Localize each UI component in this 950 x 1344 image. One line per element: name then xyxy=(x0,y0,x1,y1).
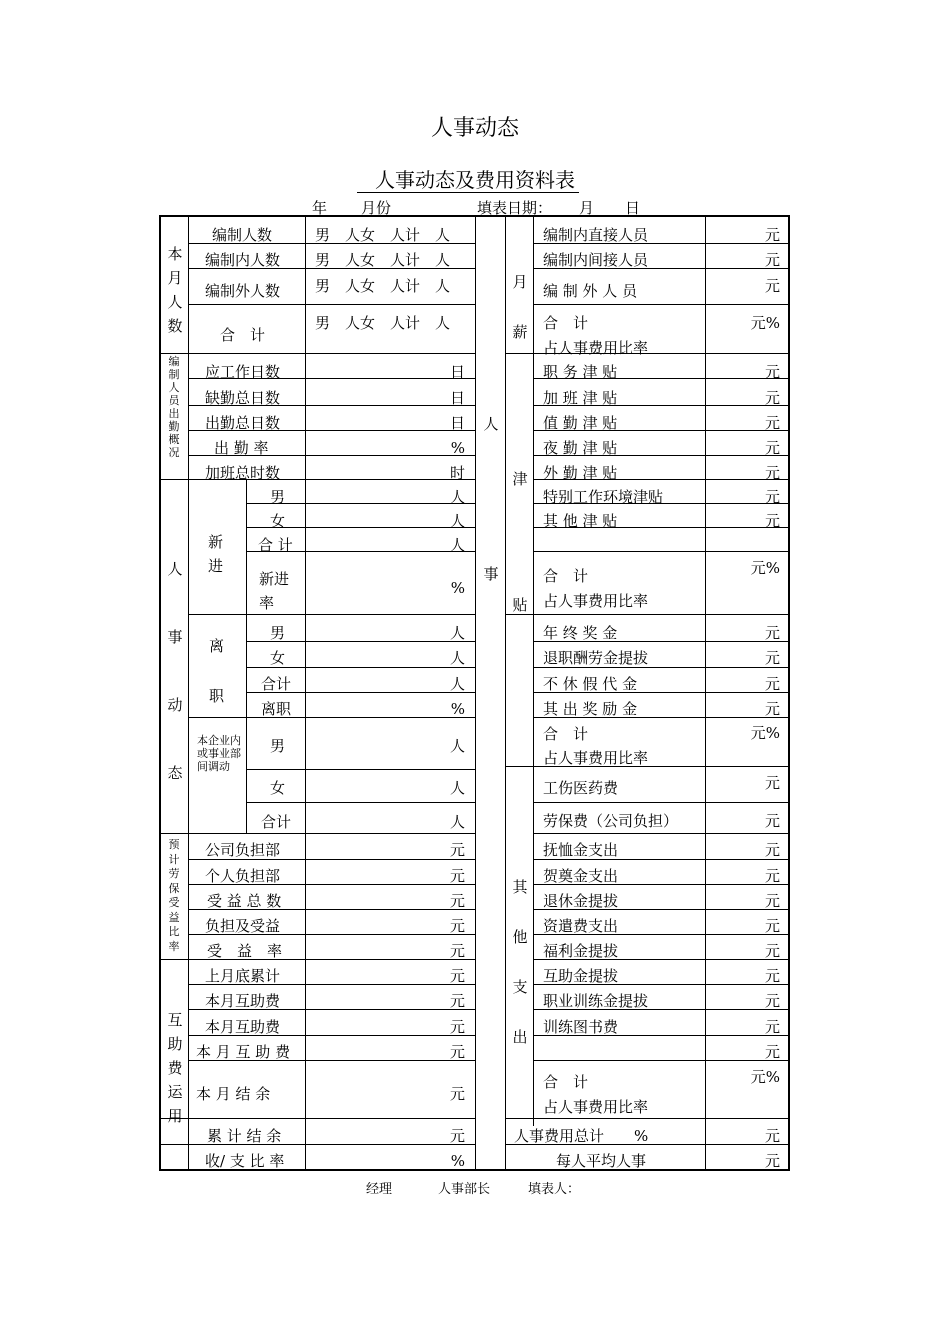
new-rate-label: 新进率 xyxy=(259,570,290,612)
unit-yuan-pct-r1: 元% xyxy=(750,314,780,332)
unit-yuan-r26: 元 xyxy=(764,1127,780,1145)
bonus-year-end: 年 终 奖 金 xyxy=(543,624,618,642)
unit-yuan-r3: 元 xyxy=(764,277,780,295)
allowance-position: 职 务 津 贴 xyxy=(543,363,618,381)
section-label-other-expense: 其他支出 xyxy=(512,878,528,1046)
other-pension: 抚恤金支出 xyxy=(543,841,619,859)
transfer-male: 男 xyxy=(270,737,286,755)
allowance-night: 夜 勤 津 贴 xyxy=(543,439,618,457)
new-male: 男 xyxy=(270,488,286,506)
bonus-ratio: 占人事费用比率 xyxy=(543,749,649,767)
unit-yuan-r10: 元 xyxy=(764,512,780,530)
other-ratio: 占人事费用比率 xyxy=(543,1098,649,1116)
section-label-allowance: 津贴 xyxy=(512,470,528,614)
gender-counts-2: 男 人女 人计 人 xyxy=(315,251,451,269)
footer-manager: 经理 xyxy=(366,1182,393,1197)
section-label-salary: 月薪 xyxy=(512,273,528,341)
header-fill-date: 填表日期： xyxy=(477,199,553,217)
column-label-personnel: 人事 xyxy=(483,415,499,583)
leave-rate: 离职 xyxy=(261,700,292,718)
unit-yuan-r1: 元 xyxy=(764,226,780,244)
row-label-attend-rate: 出 勤 率 xyxy=(214,439,269,457)
hr-cost-total: 人事费用总计 % xyxy=(514,1127,649,1145)
unit-ren-3: 人 xyxy=(449,536,465,554)
unit-yuan-r17: 元 xyxy=(764,841,780,859)
row-label-this-month-aid-2: 本月互助费 xyxy=(205,1018,281,1036)
group-label-leave-1: 离 xyxy=(209,637,225,655)
row-label-absent-days: 缺勤总日数 xyxy=(205,389,281,407)
row-label-benefit-rate: 受 益 率 xyxy=(207,942,283,960)
unit-yuan-r12: 元 xyxy=(764,649,780,667)
unit-yuan-l3: 元 xyxy=(449,892,465,910)
bonus-retirement-reward: 退职酬劳金提拔 xyxy=(543,649,649,667)
unit-yuan-r16: 元 xyxy=(764,812,780,830)
unit-hour: 时 xyxy=(449,464,465,482)
unit-ren-1: 人 xyxy=(449,488,465,506)
unit-pct-leave: % xyxy=(450,700,465,718)
gender-counts-3: 男 人女 人计 人 xyxy=(315,277,451,295)
unit-yuan-r21: 元 xyxy=(764,942,780,960)
unit-yuan-l11: 元 xyxy=(449,1127,465,1145)
other-retirement-fund: 退休金提拔 xyxy=(543,892,619,910)
unit-yuan-r20: 元 xyxy=(764,917,780,935)
new-total: 合 计 xyxy=(258,536,293,554)
other-welfare-fund: 福利金提拔 xyxy=(543,942,619,960)
row-label-total: 合 计 xyxy=(220,326,266,344)
allowance-other: 其 他 津 贴 xyxy=(543,512,618,530)
salary-ratio: 占人事费用比率 xyxy=(543,339,649,357)
footer-filler: 填表人： xyxy=(528,1182,581,1197)
other-mutual-aid-fund: 互助金提拔 xyxy=(543,967,619,985)
other-injury-medical: 工伤医药费 xyxy=(543,779,619,797)
row-label-out-staff: 编制外人数 xyxy=(205,282,281,300)
unit-yuan-r5: 元 xyxy=(764,389,780,407)
gender-counts-4: 男 人女 人计 人 xyxy=(315,314,451,332)
row-label-last-month-total: 上月底累计 xyxy=(205,967,281,985)
unit-ren-9: 人 xyxy=(449,813,465,831)
hr-cost-per-person: 每人平均人事 xyxy=(556,1152,647,1170)
other-labor-insurance: 劳保费（公司负担） xyxy=(543,812,679,830)
unit-yuan-r25: 元 xyxy=(764,1043,780,1061)
unit-yuan-pct-r2: 元% xyxy=(750,559,780,577)
row-label-in-staff: 编制内人数 xyxy=(205,251,281,269)
row-label-personal-part: 个人负担部 xyxy=(205,867,281,885)
bonus-other-reward: 其 出 奖 励 金 xyxy=(543,700,638,718)
unit-day-1: 日 xyxy=(449,363,465,381)
transfer-female: 女 xyxy=(270,779,286,797)
section-label-personnel-movement: 人事动态 xyxy=(167,560,183,782)
group-label-new-hire: 新进 xyxy=(208,533,224,575)
bonus-unused-leave: 不 休 假 代 金 xyxy=(543,675,638,693)
unit-yuan-l2: 元 xyxy=(449,867,465,885)
row-label-cumulative-balance: 累 计 结 余 xyxy=(207,1127,282,1145)
group-label-leave-2: 职 xyxy=(209,687,225,705)
row-label-company-part: 公司负担部 xyxy=(205,841,281,859)
row-label-attend-days: 出勤总日数 xyxy=(205,414,281,432)
unit-pct-attend: % xyxy=(450,439,465,457)
row-label-this-month-aid-1: 本月互助费 xyxy=(205,992,281,1010)
header-year: 年 xyxy=(312,199,328,217)
unit-yuan-l5: 元 xyxy=(449,942,465,960)
unit-yuan-r6: 元 xyxy=(764,414,780,432)
salary-direct: 编制内直接人员 xyxy=(543,226,649,244)
unit-yuan-r8: 元 xyxy=(764,464,780,482)
unit-ren-5: 人 xyxy=(449,649,465,667)
unit-yuan-r13: 元 xyxy=(764,675,780,693)
other-total: 合 计 xyxy=(543,1073,589,1091)
unit-yuan-l8: 元 xyxy=(449,1018,465,1036)
allowance-ratio: 占人事费用比率 xyxy=(543,592,649,610)
row-label-work-days: 应工作日数 xyxy=(205,363,281,381)
unit-yuan-r15: 元 xyxy=(764,774,780,792)
row-label-staff-count: 编制人数 xyxy=(212,226,273,244)
leave-total: 合计 xyxy=(261,675,292,693)
unit-yuan-r9: 元 xyxy=(764,488,780,506)
unit-pct-new: % xyxy=(450,579,465,597)
leave-male: 男 xyxy=(270,624,286,642)
form-title-underline xyxy=(357,192,579,193)
allowance-duty: 值 勤 津 贴 xyxy=(543,414,618,432)
unit-yuan-r24: 元 xyxy=(764,1018,780,1036)
salary-external: 编 制 外 人 员 xyxy=(543,282,638,300)
other-condolence: 贺奠金支出 xyxy=(543,867,619,885)
gender-counts-1: 男 人女 人计 人 xyxy=(315,226,451,244)
section-label-mutual-aid: 互助费运用 xyxy=(167,1011,183,1125)
unit-yuan-r27: 元 xyxy=(764,1152,780,1170)
row-label-this-month-aid-3: 本 月 互 助 费 xyxy=(196,1043,291,1061)
unit-yuan-l7: 元 xyxy=(449,992,465,1010)
header-month: 月份 xyxy=(361,199,392,217)
unit-day-2: 日 xyxy=(449,389,465,407)
unit-yuan-l1: 元 xyxy=(449,841,465,859)
unit-yuan-pct-r4: 元% xyxy=(750,1068,780,1086)
other-training-books: 训练图书费 xyxy=(543,1018,619,1036)
unit-ren-8: 人 xyxy=(449,779,465,797)
section-label-monthly-headcount: 本月人数 xyxy=(167,245,183,335)
bonus-total: 合 计 xyxy=(543,725,589,743)
allowance-special-env: 特别工作环境津贴 xyxy=(543,488,664,506)
unit-day-3: 日 xyxy=(449,414,465,432)
salary-indirect: 编制内间接人员 xyxy=(543,251,649,269)
unit-yuan-r4: 元 xyxy=(764,363,780,381)
unit-yuan-r11: 元 xyxy=(764,624,780,642)
allowance-field: 外 勤 津 贴 xyxy=(543,464,618,482)
row-label-benefit-total: 受 益 总 数 xyxy=(207,892,282,910)
unit-yuan-l4: 元 xyxy=(449,917,465,935)
footer-hr-head: 人事部长 xyxy=(438,1182,491,1197)
allowance-total: 合 计 xyxy=(543,567,589,585)
leave-female: 女 xyxy=(270,649,286,667)
unit-yuan-r14: 元 xyxy=(764,700,780,718)
unit-yuan-r2: 元 xyxy=(764,251,780,269)
section-label-insurance-benefit: 预计劳保受益比率 xyxy=(168,838,180,953)
row-label-overtime-hours: 加班总时数 xyxy=(205,464,281,482)
header-m: 月 xyxy=(579,199,595,217)
new-female: 女 xyxy=(270,512,286,530)
unit-yuan-r18: 元 xyxy=(764,867,780,885)
row-label-burden-benefit: 负担及受益 xyxy=(205,917,281,935)
row-label-this-month-balance: 本 月 结 余 xyxy=(196,1085,271,1103)
form-title: 人事动态及费用资料表 xyxy=(375,168,575,192)
unit-yuan-l10: 元 xyxy=(449,1085,465,1103)
other-severance: 资遣费支出 xyxy=(543,917,619,935)
group-label-transfer: 本企业内或事业部间调动 xyxy=(197,734,241,773)
other-training-fund: 职业训练金提拔 xyxy=(543,992,649,1010)
unit-yuan-l6: 元 xyxy=(449,967,465,985)
unit-yuan-r19: 元 xyxy=(764,892,780,910)
header-d: 日 xyxy=(625,199,641,217)
page-title: 人事动态 xyxy=(430,116,519,141)
unit-yuan-r7: 元 xyxy=(764,439,780,457)
row-label-income-expense-ratio: 收/ 支 比 率 xyxy=(205,1152,285,1170)
allowance-overtime: 加 班 津 贴 xyxy=(543,389,618,407)
unit-pct-ratio: % xyxy=(450,1152,465,1170)
unit-ren-7: 人 xyxy=(449,737,465,755)
unit-yuan-r22: 元 xyxy=(764,967,780,985)
transfer-total: 合计 xyxy=(261,813,292,831)
unit-yuan-pct-r3: 元% xyxy=(750,724,780,742)
section-label-attendance: 编制人员出勤概况 xyxy=(168,355,180,459)
unit-ren-6: 人 xyxy=(449,675,465,693)
salary-total: 合 计 xyxy=(543,314,589,332)
unit-yuan-r23: 元 xyxy=(764,992,780,1010)
unit-ren-2: 人 xyxy=(449,512,465,530)
unit-yuan-l9: 元 xyxy=(449,1043,465,1061)
unit-ren-4: 人 xyxy=(449,624,465,642)
